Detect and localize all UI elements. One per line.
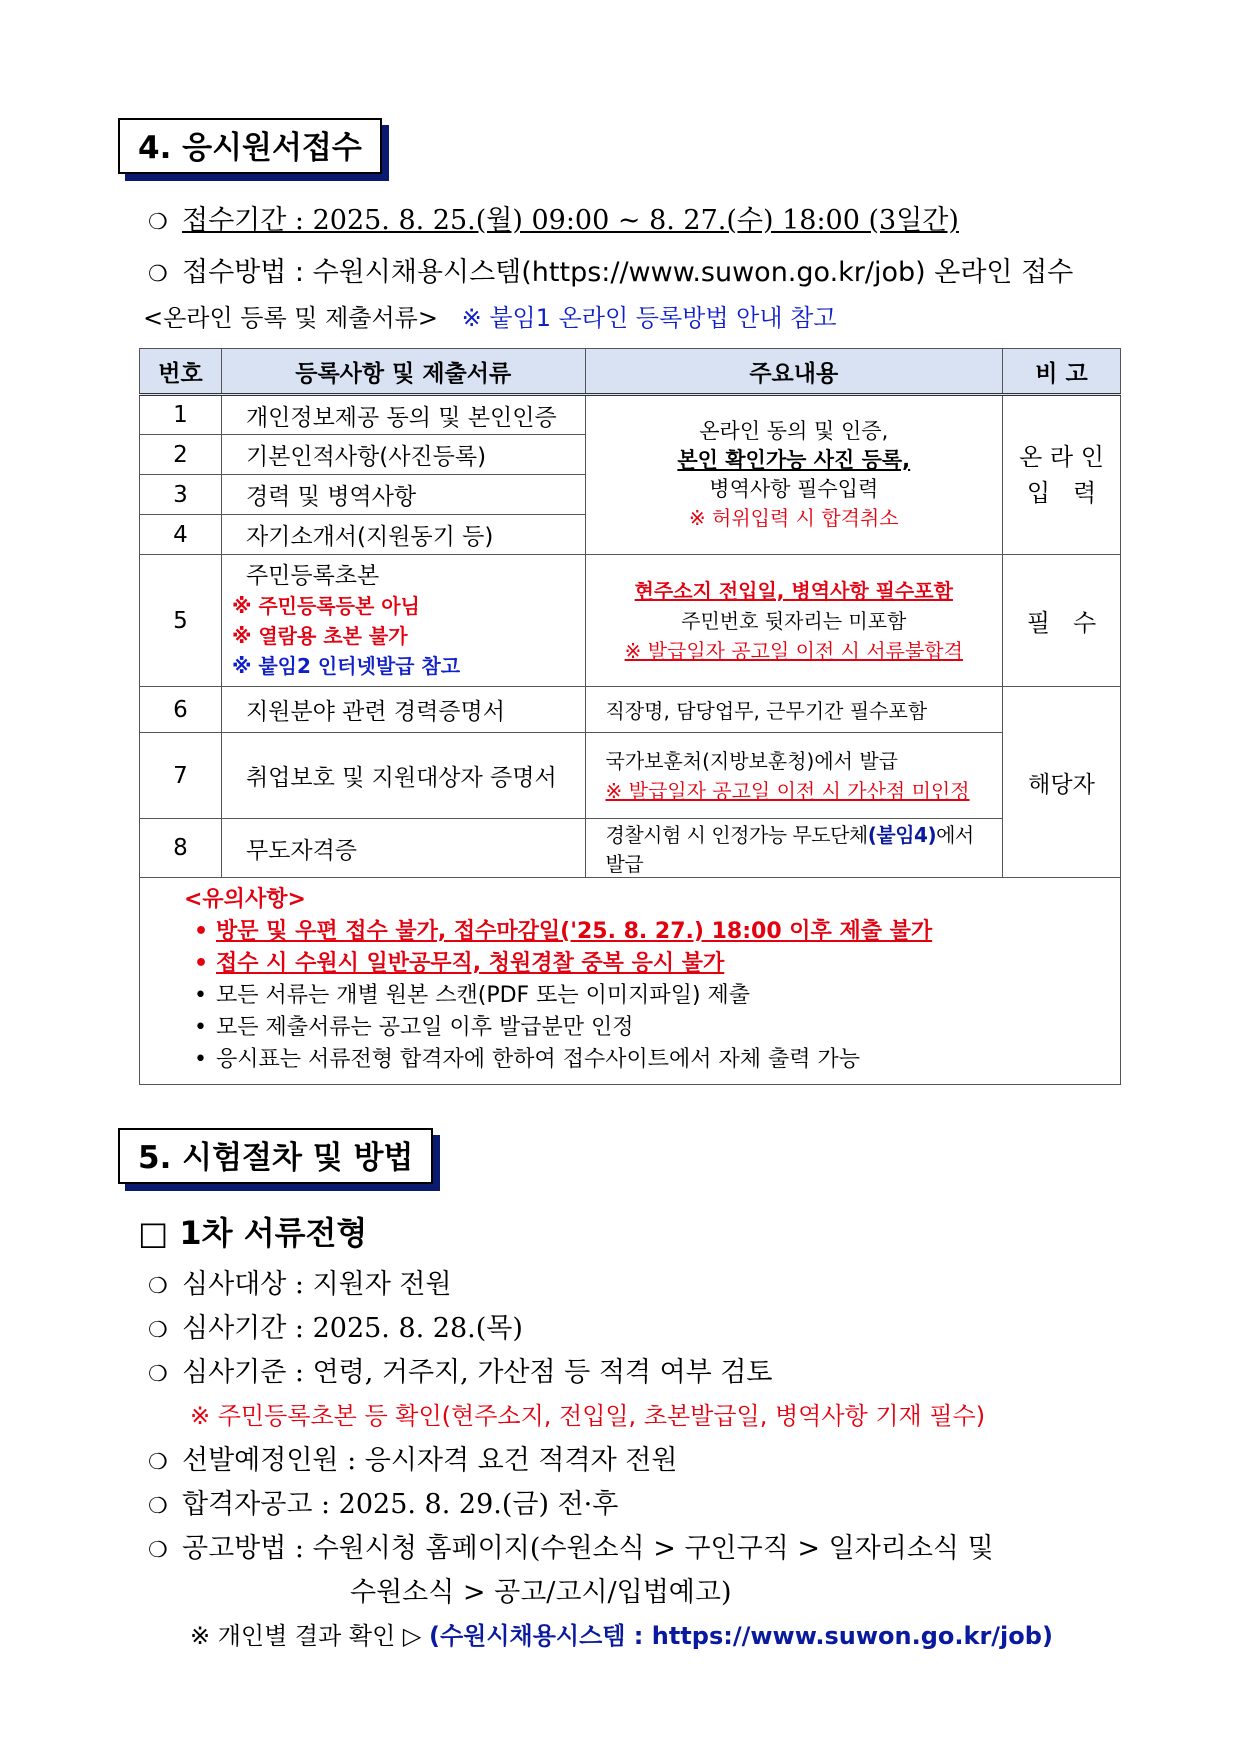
table-row [140, 733, 1121, 819]
group3-note: 해당자 [1003, 687, 1121, 878]
notes-row [140, 878, 1121, 1085]
table-row [140, 555, 1121, 687]
group1-note: 온 라 인 입 력 [1003, 395, 1121, 555]
notes-cell [140, 878, 1121, 1085]
row5-item: 주민등록초본 ※ 주민등록등본 아님 ※ 열람용 초본 불가 ※ 붙임2 인터넷발급 참고 [221, 555, 585, 687]
result-link[interactable]: (수원시채용시스템 : https://www.suwon.go.kr/job) [429, 1622, 1053, 1650]
announce-method-line: ❍ 공고방법 : 수원시청 홈페이지(수원소식 > 구인구직 > 일자리소식 및 [148, 1533, 994, 1564]
note-item: • 모든 제출서류는 공고일 이후 발급분만 인정 [190, 1012, 1110, 1044]
result-line: ※ 개인별 결과 확인 ▷ (수원시채용시스템 : https://www.suwon.go.kr/job) [190, 1622, 1053, 1650]
headcount-line: ❍ 선발예정인원 : 응시자격 요건 적격자 전원 [148, 1445, 678, 1476]
method-line: ❍ 접수방법 : 수원시채용시스템(https://www.suwon.go.kr/job) 온라인 접수 [148, 257, 1074, 288]
note-item: • 접수 시 수원시 일반공무직, 청원경찰 중복 응시 불가 [190, 948, 1110, 980]
row5-content: 현주소지 전입일, 병역사항 필수포함 주민번호 뒷자리는 미포함 ※ 발급일자 공고일 이전 시 서류불합격 [585, 555, 1003, 687]
row-item: 무도자격증 [221, 819, 585, 878]
section4-title: 4. 응시원서접수 [118, 118, 382, 174]
row-no: 3 [140, 475, 222, 515]
row7-content: 국가보훈처(지방보훈청)에서 발급 ※ 발급일자 공고일 이전 시 가산점 미인정 [585, 733, 1003, 819]
row-no: 5 [140, 555, 222, 687]
circle-bullet-icon: ❍ [148, 1450, 168, 1475]
stage-title: □ 1차 서류전형 [138, 1214, 368, 1252]
header-no: 번호 [140, 349, 222, 395]
row8-content: 경찰시험 시 인정가능 무도단체(붙임4)에서 발급 [585, 819, 1003, 878]
circle-bullet-icon: ❍ [148, 1538, 168, 1563]
circle-bullet-icon: ❍ [148, 1362, 168, 1387]
table-row [140, 687, 1121, 733]
row-no: 6 [140, 687, 222, 733]
review-period-line: ❍ 심사기간 : 2025. 8. 28.(목) [148, 1313, 523, 1344]
note-item: • 모든 서류는 개별 원본 스캔(PDF 또는 이미지파일) 제출 [190, 980, 1110, 1012]
row-no: 4 [140, 515, 222, 555]
criteria-line: ❍ 심사기준 : 연령, 거주지, 가산점 등 적격 여부 검토 [148, 1357, 773, 1388]
sub-heading: <온라인 등록 및 제출서류> ※ 붙임1 온라인 등록방법 안내 참고 [143, 304, 837, 332]
header-note: 비 고 [1003, 349, 1121, 395]
section5-title: 5. 시험절차 및 방법 [118, 1128, 433, 1184]
header-content: 주요내용 [585, 349, 1003, 395]
table-row [140, 395, 1121, 435]
row-no: 7 [140, 733, 222, 819]
table-row [140, 819, 1121, 878]
notes-header: <유의사항> [184, 887, 306, 912]
period-line: ❍ 접수기간 : 2025. 8. 25.(월) 09:00 ~ 8. 27.(수) 18:00 (3일간) [148, 205, 959, 236]
circle-bullet-icon: ❍ [148, 1494, 168, 1519]
announce-method-line2: 수원소식 > 공고/고시/입법예고) [350, 1577, 732, 1608]
circle-bullet-icon: ❍ [148, 1274, 168, 1299]
circle-bullet-icon: ❍ [148, 1318, 168, 1343]
announce-line: ❍ 합격자공고 : 2025. 8. 29.(금) 전·후 [148, 1489, 619, 1520]
documents-table [139, 348, 1121, 1085]
sub-note: ※ 붙임1 온라인 등록방법 안내 참고 [461, 304, 837, 332]
row5-note: 필 수 [1003, 555, 1121, 687]
row-item: 기본인적사항(사진등록) [221, 435, 585, 475]
row-no: 8 [140, 819, 222, 878]
row-item: 경력 및 병역사항 [221, 475, 585, 515]
row-item: 지원분야 관련 경력증명서 [221, 687, 585, 733]
target-line: ❍ 심사대상 : 지원자 전원 [148, 1269, 452, 1300]
row-item: 취업보호 및 지원대상자 증명서 [221, 733, 585, 819]
row6-content: 직장명, 담당업무, 근무기간 필수포함 [585, 687, 1003, 733]
row-item: 개인정보제공 동의 및 본인인증 [221, 395, 585, 435]
header-item: 등록사항 및 제출서류 [221, 349, 585, 395]
circle-bullet-icon: ❍ [148, 210, 168, 235]
row-no: 1 [140, 395, 222, 435]
criteria-note: ※ 주민등록초본 등 확인(현주소지, 전입일, 초본발급일, 병역사항 기재 필수) [190, 1402, 986, 1430]
row-no: 2 [140, 435, 222, 475]
group1-content: 온라인 동의 및 인증, 본인 확인가능 사진 등록, 병역사항 필수입력 ※ 허위입력 시 합격취소 [585, 395, 1003, 555]
row-item: 자기소개서(지원동기 등) [221, 515, 585, 555]
circle-bullet-icon: ❍ [148, 262, 168, 287]
note-item: • 방문 및 우편 접수 불가, 접수마감일('25. 8. 27.) 18:00 이후 제출 불가 [190, 916, 1110, 948]
note-item: • 응시표는 서류전형 합격자에 한하여 접수사이트에서 자체 출력 가능 [190, 1044, 1110, 1076]
